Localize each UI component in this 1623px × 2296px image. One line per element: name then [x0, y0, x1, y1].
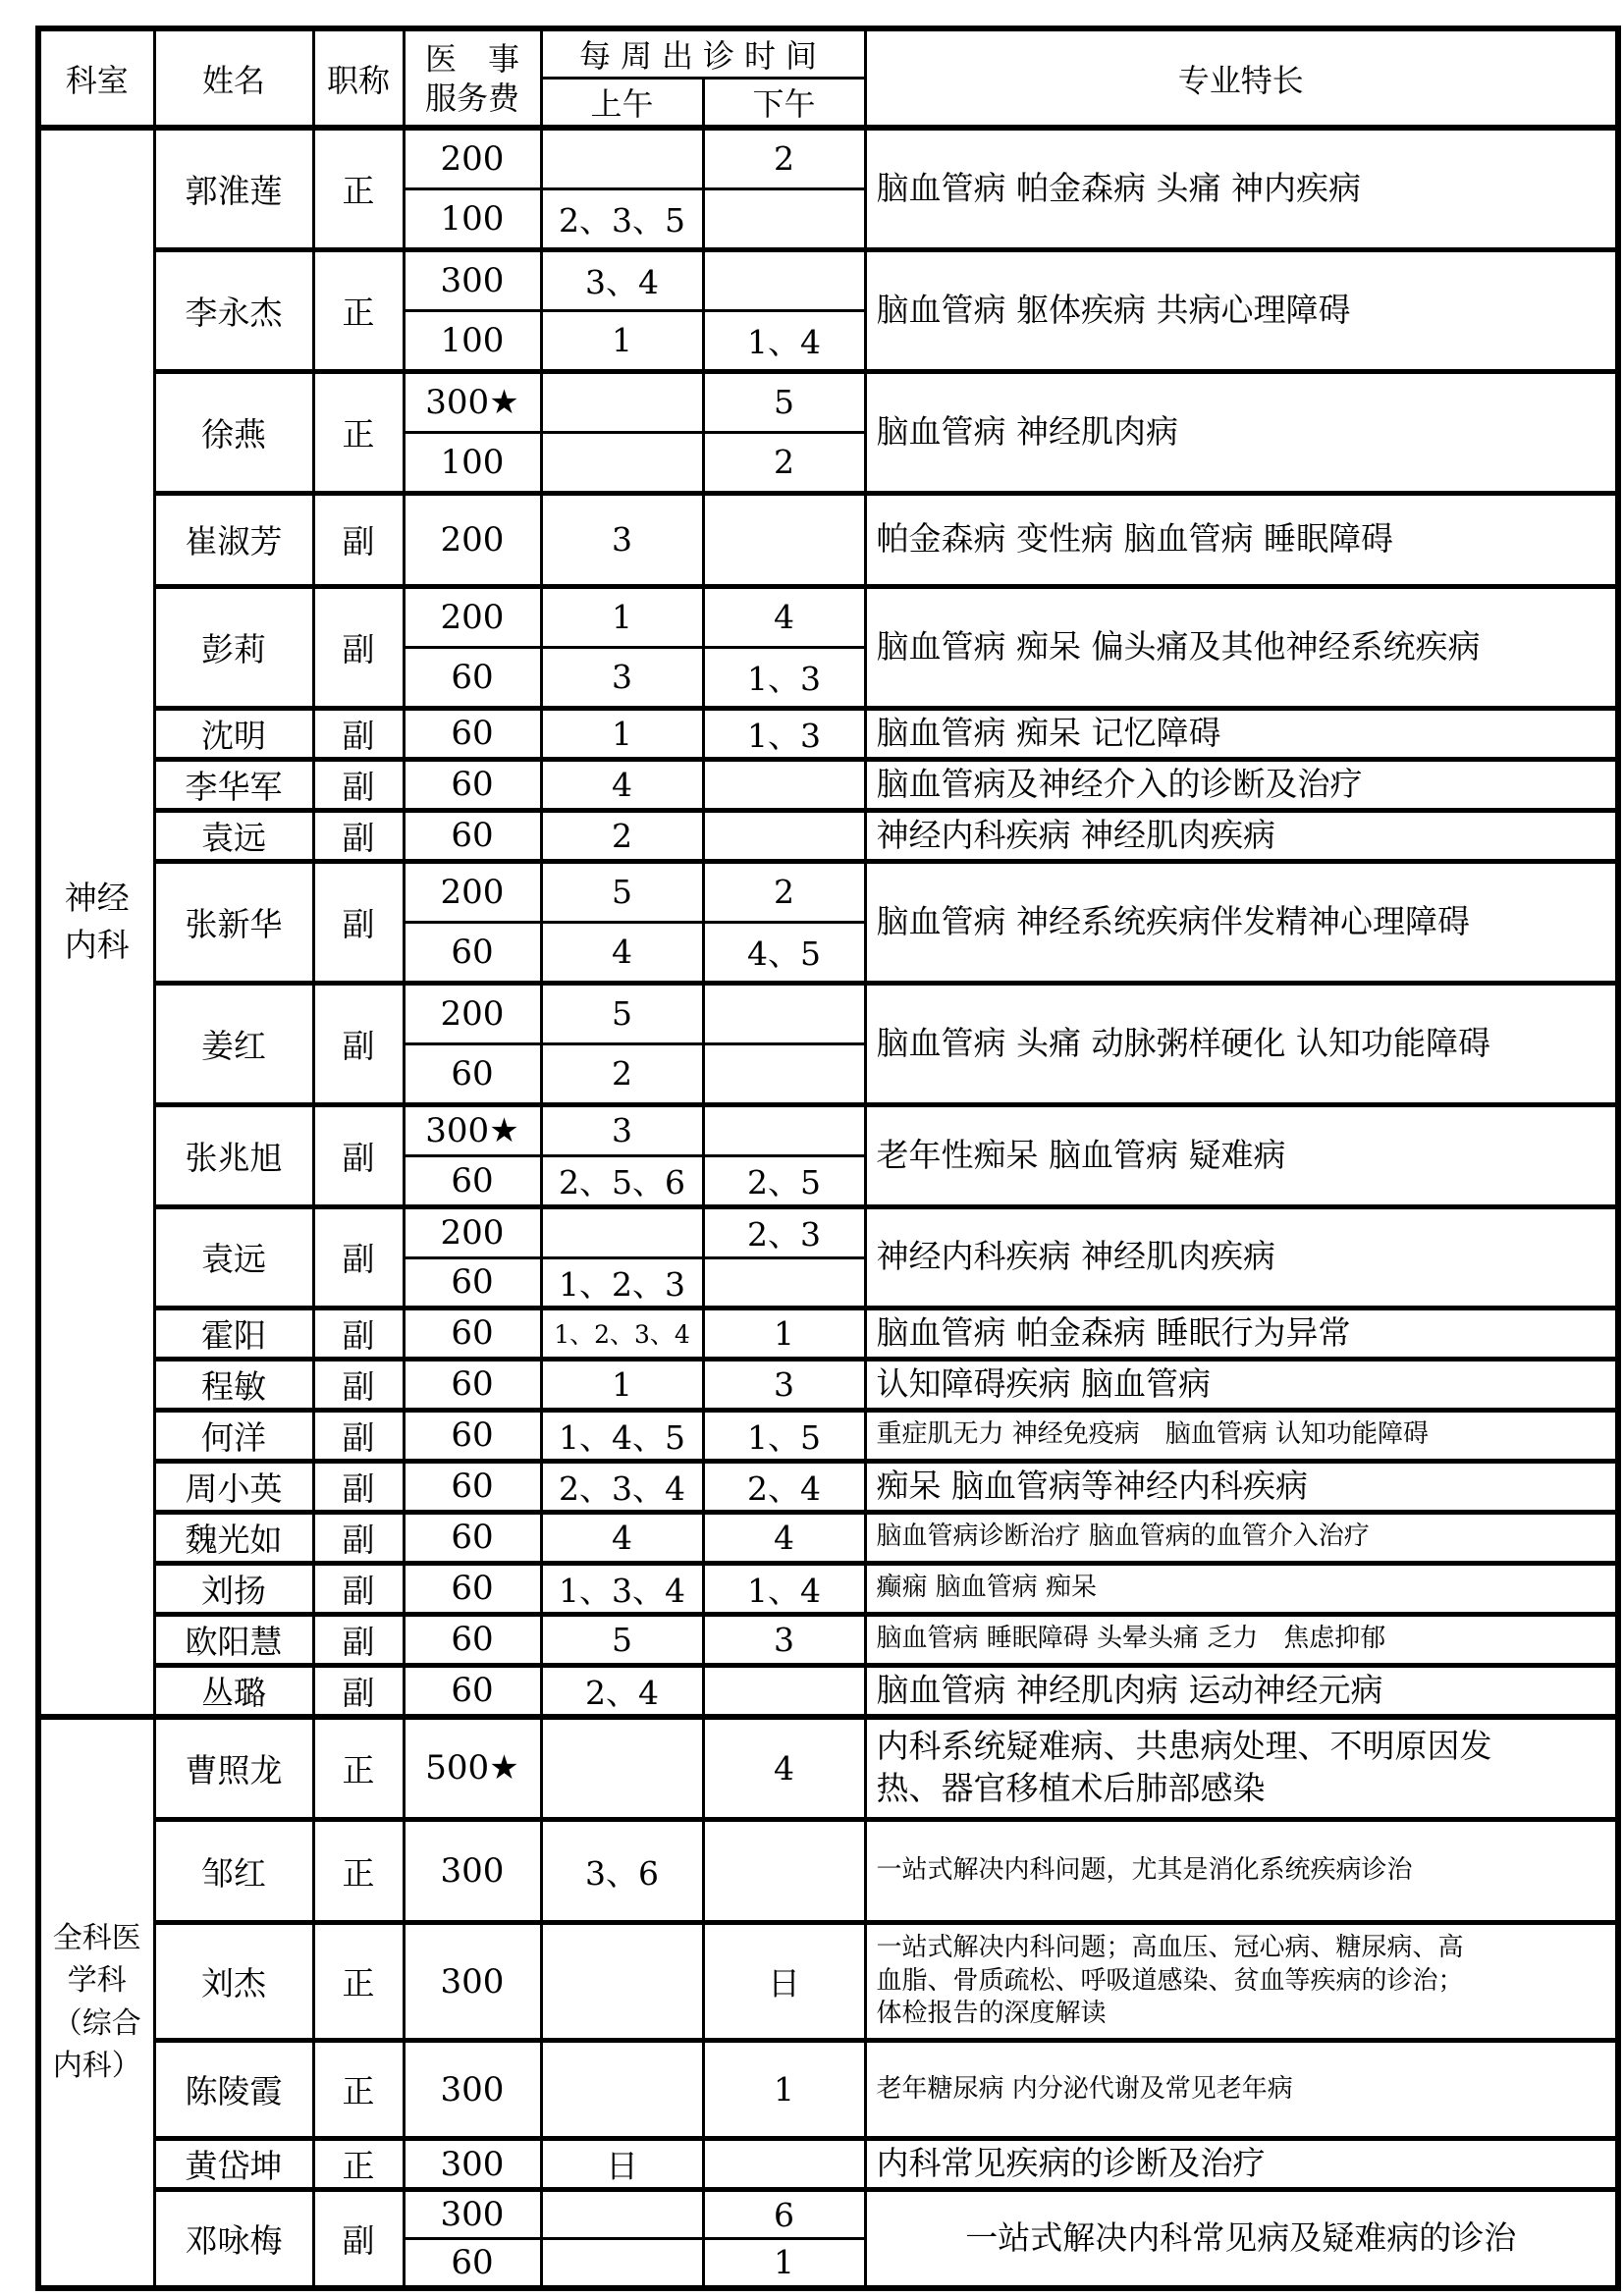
doctor-name-cell: 李华军	[154, 759, 313, 810]
fee-cell: 60	[404, 810, 541, 861]
specialty-cell: 老年糖尿病 内分泌代谢及常见老年病	[865, 2041, 1618, 2139]
department-label-line: 内科	[64, 926, 130, 965]
am-cell: 2、5、6	[541, 1155, 703, 1206]
fee-cell: 60	[404, 1308, 541, 1359]
am-cell	[541, 1206, 703, 1257]
specialty-cell: 一站式解决内科问题，尤其是消化系统疾病诊治	[865, 1820, 1618, 1923]
doctor-title-cell: 副	[313, 861, 404, 983]
fee-cell: 60	[404, 1614, 541, 1665]
pm-cell	[703, 1820, 865, 1923]
fee-cell: 60	[404, 922, 541, 983]
am-cell: 1	[541, 310, 703, 371]
doctor-title-cell: 副	[313, 1665, 404, 1717]
pm-cell	[703, 493, 865, 586]
doctor-name-cell: 刘杰	[154, 1923, 313, 2041]
doctor-name-cell: 郭淮莲	[154, 128, 313, 249]
am-cell: 5	[541, 1614, 703, 1665]
doctor-title-cell: 正	[313, 249, 404, 371]
fee-cell: 100	[404, 188, 541, 249]
specialty-cell: 老年性痴呆 脑血管病 疑难病	[865, 1104, 1618, 1206]
pm-cell: 1	[703, 2041, 865, 2139]
fee-cell: 200	[404, 861, 541, 922]
specialty-cell: 痴呆 脑血管病等神经内科疾病	[865, 1461, 1618, 1512]
fee-cell: 200	[404, 1206, 541, 1257]
specialty-cell: 脑血管病 神经肌肉病	[865, 371, 1618, 493]
specialty-cell: 内科常见疾病的诊断及治疗	[865, 2139, 1618, 2190]
pm-cell	[703, 1043, 865, 1104]
fee-cell: 60	[404, 1410, 541, 1461]
specialty-cell: 脑血管病 躯体疾病 共病心理障碍	[865, 249, 1618, 371]
specialty-cell: 认知障碍疾病 脑血管病	[865, 1359, 1618, 1410]
doctor-title-cell: 正	[313, 2139, 404, 2190]
am-cell: 日	[541, 2139, 703, 2190]
am-cell	[541, 2190, 703, 2239]
fee-cell: 60	[404, 1563, 541, 1614]
pm-cell: 4	[703, 586, 865, 647]
specialty-cell: 神经内科疾病 神经肌肉疾病	[865, 1206, 1618, 1308]
pm-cell: 3	[703, 1614, 865, 1665]
fee-cell: 300	[404, 2139, 541, 2190]
doctor-name-cell: 欧阳慧	[154, 1614, 313, 1665]
specialty-cell: 脑血管病 睡眠障碍 头晕头痛 乏力 焦虑抑郁	[865, 1614, 1618, 1665]
doctor-name-cell: 邹红	[154, 1820, 313, 1923]
am-cell: 1	[541, 1359, 703, 1410]
doctor-name-cell: 张新华	[154, 861, 313, 983]
am-cell: 1	[541, 708, 703, 759]
pm-cell	[703, 759, 865, 810]
specialty-cell: 神经内科疾病 神经肌肉疾病	[865, 810, 1618, 861]
doctor-title-cell: 副	[313, 1308, 404, 1359]
doctor-name-cell: 张兆旭	[154, 1104, 313, 1206]
am-cell: 1、2、3	[541, 1257, 703, 1308]
am-cell: 4	[541, 759, 703, 810]
specialty-cell: 脑血管病诊断治疗 脑血管病的血管介入治疗	[865, 1512, 1618, 1563]
fee-cell: 60	[404, 647, 541, 708]
am-cell: 1、2、3、4	[541, 1308, 703, 1359]
header-title: 职称	[313, 28, 404, 128]
fee-cell: 300	[404, 1820, 541, 1923]
doctor-title-cell: 副	[313, 1614, 404, 1665]
department-label-line: （综合	[52, 2005, 141, 2041]
am-cell: 3	[541, 493, 703, 586]
fee-cell: 500★	[404, 1717, 541, 1820]
pm-cell: 2	[703, 861, 865, 922]
specialty-cell: 脑血管病 痴呆 偏头痛及其他神经系统疾病	[865, 586, 1618, 708]
doctor-name-cell: 徐燕	[154, 371, 313, 493]
pm-cell: 1	[703, 2239, 865, 2288]
fee-cell: 300	[404, 2041, 541, 2139]
fee-cell: 200	[404, 586, 541, 647]
specialty-cell: 脑血管病 帕金森病 头痛 神内疾病	[865, 128, 1618, 249]
am-cell: 2、3、5	[541, 188, 703, 249]
am-cell: 1	[541, 586, 703, 647]
fee-cell: 60	[404, 1665, 541, 1717]
fee-cell: 300	[404, 2190, 541, 2239]
fee-cell: 300★	[404, 371, 541, 432]
fee-cell: 300★	[404, 1104, 541, 1155]
fee-cell: 100	[404, 310, 541, 371]
doctor-name-cell: 周小英	[154, 1461, 313, 1512]
specialty-cell: 癫痫 脑血管病 痴呆	[865, 1563, 1618, 1614]
am-cell	[541, 432, 703, 493]
doctor-title-cell: 副	[313, 2190, 404, 2288]
pm-cell	[703, 810, 865, 861]
doctor-name-cell: 姜红	[154, 983, 313, 1104]
doctor-title-cell: 正	[313, 128, 404, 249]
doctor-name-cell: 邓咏梅	[154, 2190, 313, 2288]
fee-cell: 60	[404, 1512, 541, 1563]
pm-cell: 3	[703, 1359, 865, 1410]
table-header	[38, 28, 1618, 128]
pm-cell: 4、5	[703, 922, 865, 983]
department-label-line: 神经	[64, 879, 130, 918]
doctor-name-cell: 袁远	[154, 1206, 313, 1308]
specialty-cell: 重症肌无力 神经免疫病 脑血管病 认知功能障碍	[865, 1410, 1618, 1461]
fee-cell: 300	[404, 1923, 541, 2041]
doctor-name-cell: 刘扬	[154, 1563, 313, 1614]
doctor-name-cell: 陈陵霞	[154, 2041, 313, 2139]
doctor-title-cell: 副	[313, 983, 404, 1104]
pm-cell: 6	[703, 2190, 865, 2239]
am-cell	[541, 1717, 703, 1820]
doctor-title-cell: 副	[313, 810, 404, 861]
pm-cell: 2、4	[703, 1461, 865, 1512]
doctor-name-cell: 彭莉	[154, 586, 313, 708]
am-cell: 3、6	[541, 1820, 703, 1923]
header-fee	[404, 28, 541, 128]
header-schedule: 每周出诊时间	[541, 28, 865, 79]
am-cell: 4	[541, 1512, 703, 1563]
fee-cell: 300	[404, 249, 541, 310]
doctor-title-cell: 副	[313, 1410, 404, 1461]
am-cell: 2	[541, 1043, 703, 1104]
fee-cell: 200	[404, 128, 541, 188]
pm-cell: 1、4	[703, 310, 865, 371]
doctor-title-cell: 正	[313, 371, 404, 493]
header-fee-line1: 医 事	[424, 39, 519, 78]
fee-cell: 60	[404, 759, 541, 810]
department-cell	[38, 1717, 154, 2288]
doctor-title-cell: 副	[313, 1461, 404, 1512]
doctor-name-cell: 何洋	[154, 1410, 313, 1461]
fee-cell: 60	[404, 708, 541, 759]
fee-cell: 200	[404, 983, 541, 1043]
am-cell	[541, 128, 703, 188]
pm-cell	[703, 1665, 865, 1717]
pm-cell	[703, 1104, 865, 1155]
header-specialty: 专业特长	[865, 28, 1618, 128]
specialty-cell: 内科系统疑难病、共患病处理、不明原因发热、器官移植术后肺部感染	[865, 1717, 1618, 1820]
specialty-cell: 脑血管病 头痛 动脉粥样硬化 认知功能障碍	[865, 983, 1618, 1104]
pm-cell: 2、3	[703, 1206, 865, 1257]
specialty-cell: 帕金森病 变性病 脑血管病 睡眠障碍	[865, 493, 1618, 586]
header-department: 科室	[38, 28, 154, 128]
am-cell: 5	[541, 983, 703, 1043]
am-cell: 3	[541, 1104, 703, 1155]
header-pm: 下午	[703, 79, 865, 129]
doctor-title-cell: 正	[313, 2041, 404, 2139]
department-cell	[38, 128, 154, 1717]
fee-cell: 200	[404, 493, 541, 586]
doctor-title-cell: 副	[313, 1563, 404, 1614]
pm-cell: 1	[703, 1308, 865, 1359]
am-cell: 3	[541, 647, 703, 708]
am-cell	[541, 2239, 703, 2288]
pm-cell: 1、3	[703, 708, 865, 759]
am-cell	[541, 2041, 703, 2139]
doctor-name-cell: 黄岱坤	[154, 2139, 313, 2190]
doctor-title-cell: 正	[313, 1820, 404, 1923]
specialty-cell: 一站式解决内科问题；高血压、冠心病、糖尿病、高血脂、骨质疏松、呼吸道感染、贫血等疾病的诊治；体检报告的深度解读	[865, 1923, 1618, 2041]
header-name: 姓名	[154, 28, 313, 128]
doctor-title-cell: 副	[313, 1512, 404, 1563]
doctor-name-cell: 霍阳	[154, 1308, 313, 1359]
fee-cell: 60	[404, 1257, 541, 1308]
pm-cell: 日	[703, 1923, 865, 2041]
pm-cell: 4	[703, 1717, 865, 1820]
pm-cell	[703, 983, 865, 1043]
department-label-line: 内科）	[52, 2049, 141, 2083]
pm-cell: 2	[703, 432, 865, 493]
department-label-line: 学科	[67, 1963, 127, 1998]
doctor-title-cell: 正	[313, 1923, 404, 2041]
fee-cell: 60	[404, 1461, 541, 1512]
pm-cell	[703, 1257, 865, 1308]
pm-cell: 5	[703, 371, 865, 432]
doctor-name-cell: 丛璐	[154, 1665, 313, 1717]
pm-cell	[703, 249, 865, 310]
am-cell: 3、4	[541, 249, 703, 310]
pm-cell: 2	[703, 128, 865, 188]
doctor-name-cell: 曹照龙	[154, 1717, 313, 1820]
specialty-cell: 脑血管病 神经系统疾病伴发精神心理障碍	[865, 861, 1618, 983]
specialty-cell: 脑血管病 痴呆 记忆障碍	[865, 708, 1618, 759]
pm-cell: 1、4	[703, 1563, 865, 1614]
header-fee-line2: 服务费	[424, 79, 519, 117]
specialty-cell: 脑血管病 帕金森病 睡眠行为异常	[865, 1308, 1618, 1359]
fee-cell: 60	[404, 1359, 541, 1410]
doctor-name-cell: 魏光如	[154, 1512, 313, 1563]
am-cell	[541, 1923, 703, 2041]
pm-cell	[703, 2139, 865, 2190]
specialty-cell: 脑血管病 神经肌肉病 运动神经元病	[865, 1665, 1618, 1717]
fee-cell: 60	[404, 2239, 541, 2288]
specialty-cell: 一站式解决内科常见病及疑难病的诊治	[865, 2190, 1618, 2288]
specialty-cell: 脑血管病及神经介入的诊断及治疗	[865, 759, 1618, 810]
am-cell: 2	[541, 810, 703, 861]
doctor-title-cell: 正	[313, 1717, 404, 1820]
am-cell: 4	[541, 922, 703, 983]
doctor-name-cell: 袁远	[154, 810, 313, 861]
doctor-title-cell: 副	[313, 586, 404, 708]
am-cell: 1、3、4	[541, 1563, 703, 1614]
am-cell	[541, 371, 703, 432]
doctor-schedule-table	[35, 26, 1621, 2291]
pm-cell	[703, 188, 865, 249]
doctor-title-cell: 副	[313, 1104, 404, 1206]
doctor-title-cell: 副	[313, 1359, 404, 1410]
pm-cell: 4	[703, 1512, 865, 1563]
pm-cell: 2、5	[703, 1155, 865, 1206]
header-am: 上午	[541, 79, 703, 129]
table-body	[38, 128, 1618, 2288]
fee-cell: 100	[404, 432, 541, 493]
doctor-name-cell: 沈明	[154, 708, 313, 759]
doctor-title-cell: 副	[313, 759, 404, 810]
doctor-title-cell: 副	[313, 493, 404, 586]
pm-cell: 1、5	[703, 1410, 865, 1461]
doctor-title-cell: 副	[313, 708, 404, 759]
doctor-name-cell: 程敏	[154, 1359, 313, 1410]
pm-cell: 1、3	[703, 647, 865, 708]
doctor-title-cell: 副	[313, 1206, 404, 1308]
am-cell: 1、4、5	[541, 1410, 703, 1461]
am-cell: 2、3、4	[541, 1461, 703, 1512]
fee-cell: 60	[404, 1043, 541, 1104]
fee-cell: 60	[404, 1155, 541, 1206]
am-cell: 2、4	[541, 1665, 703, 1717]
department-label-line: 全科医	[52, 1920, 141, 1955]
am-cell: 5	[541, 861, 703, 922]
doctor-name-cell: 李永杰	[154, 249, 313, 371]
doctor-name-cell: 崔淑芳	[154, 493, 313, 586]
